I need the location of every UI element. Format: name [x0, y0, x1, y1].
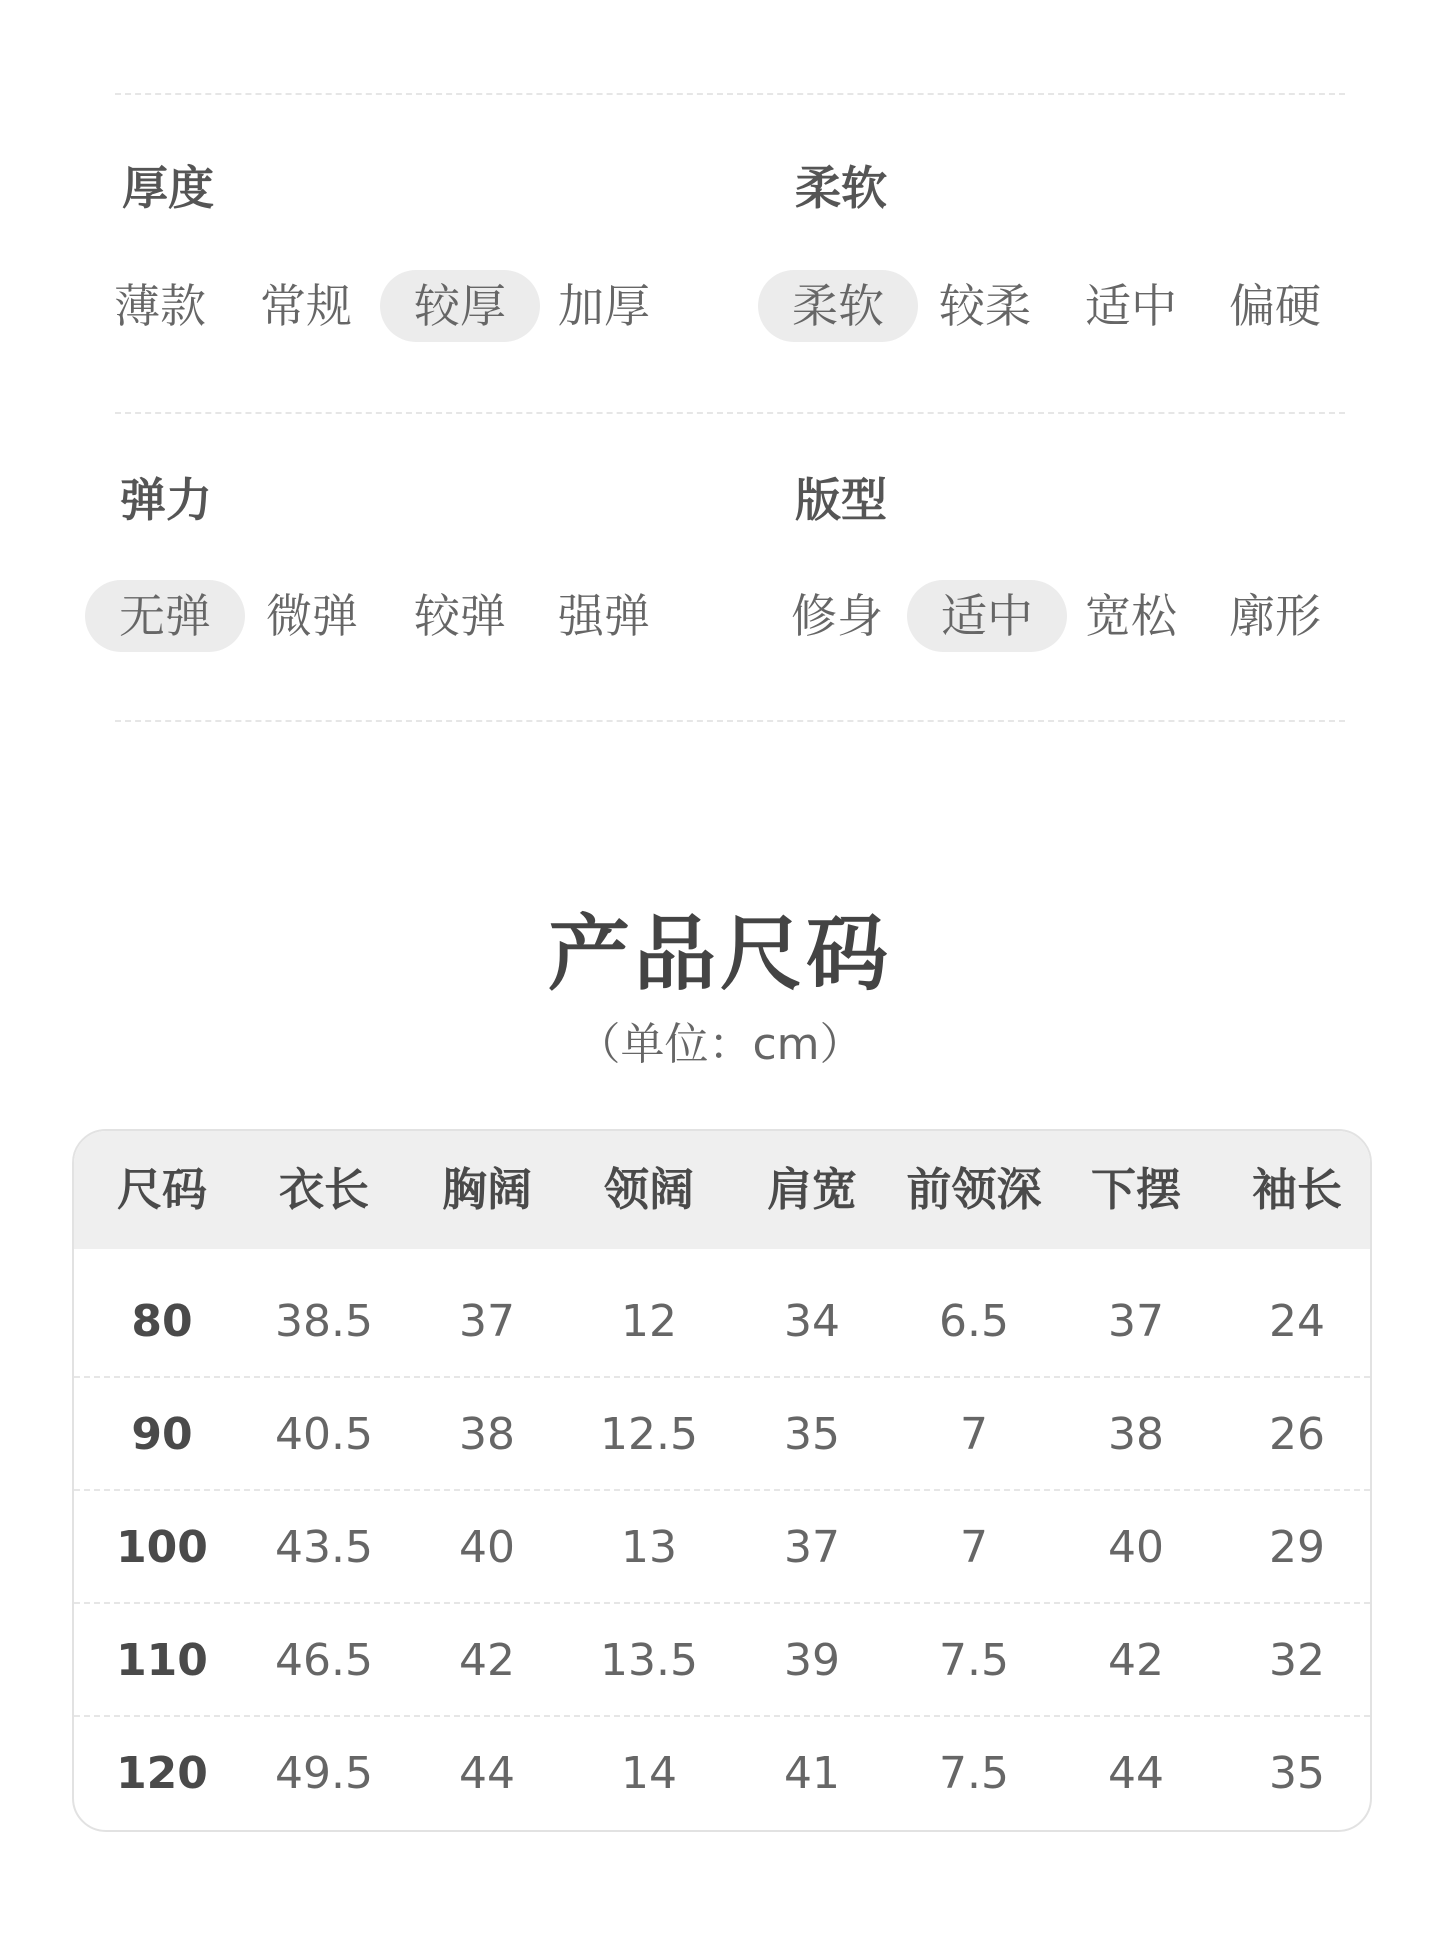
- value-cell: 49.5: [275, 1748, 373, 1799]
- header-cell: 肩宽: [766, 1163, 857, 1216]
- option-2[interactable]: 较弹: [414, 589, 506, 643]
- value-cell: 7.5: [939, 1635, 1009, 1686]
- value-cell: 29: [1269, 1522, 1325, 1573]
- size-cell: 120: [116, 1748, 208, 1799]
- size-cell: 110: [116, 1635, 208, 1686]
- value-cell: 13: [621, 1522, 677, 1573]
- table-row: [74, 1717, 1370, 1830]
- value-cell: 42: [1108, 1635, 1164, 1686]
- value-cell: 37: [1108, 1296, 1164, 1347]
- value-cell: 38: [459, 1409, 515, 1460]
- table-row: [74, 1604, 1370, 1717]
- value-cell: 12: [621, 1296, 677, 1347]
- option-0[interactable]: 修身: [791, 589, 883, 643]
- header-cell: 领阔: [603, 1163, 694, 1216]
- value-cell: 40: [459, 1522, 515, 1573]
- option-2[interactable]: 适中: [1085, 279, 1177, 333]
- table-header: [74, 1131, 1370, 1249]
- value-cell: 35: [784, 1409, 840, 1460]
- value-cell: 7: [960, 1522, 988, 1573]
- header-cell: 袖长: [1251, 1163, 1342, 1216]
- value-cell: 43.5: [275, 1522, 373, 1573]
- option-3[interactable]: 加厚: [558, 279, 650, 333]
- value-cell: 35: [1269, 1748, 1325, 1799]
- value-cell: 14: [621, 1748, 677, 1799]
- header-cell: 衣长: [278, 1163, 369, 1216]
- divider-top: [115, 93, 1345, 95]
- value-cell: 42: [459, 1635, 515, 1686]
- value-cell: 7: [960, 1409, 988, 1460]
- divider-bottom: [115, 720, 1345, 722]
- value-cell: 34: [784, 1296, 840, 1347]
- value-cell: 40: [1108, 1522, 1164, 1573]
- value-cell: 12.5: [600, 1409, 698, 1460]
- option-1[interactable]: 较柔: [939, 279, 1031, 333]
- attribute-title: 弹力: [120, 473, 212, 527]
- value-cell: 37: [459, 1296, 515, 1347]
- value-cell: 39: [784, 1635, 840, 1686]
- size-cell: 100: [116, 1522, 208, 1573]
- size-chart-title: 产品尺码: [547, 907, 892, 1002]
- value-cell: 40.5: [275, 1409, 373, 1460]
- value-cell: 26: [1269, 1409, 1325, 1460]
- option-3[interactable]: 廓形: [1229, 589, 1321, 643]
- attribute-title: 厚度: [122, 161, 214, 215]
- table-row: [74, 1265, 1370, 1378]
- option-2-selected[interactable]: 较厚: [380, 270, 540, 342]
- option-3[interactable]: 强弹: [558, 589, 650, 643]
- value-cell: 38: [1108, 1409, 1164, 1460]
- attribute-title: 版型: [795, 473, 887, 527]
- option-1[interactable]: 微弹: [266, 589, 358, 643]
- value-cell: 13.5: [600, 1635, 698, 1686]
- divider-middle: [115, 412, 1345, 414]
- option-0-selected[interactable]: 柔软: [758, 270, 918, 342]
- option-0[interactable]: 薄款: [114, 279, 206, 333]
- value-cell: 38.5: [275, 1296, 373, 1347]
- header-cell: 尺码: [116, 1163, 207, 1216]
- option-2[interactable]: 宽松: [1085, 589, 1177, 643]
- value-cell: 24: [1269, 1296, 1325, 1347]
- header-cell: 下摆: [1090, 1163, 1181, 1216]
- size-cell: 80: [131, 1296, 193, 1347]
- header-cell: 胸阔: [441, 1163, 532, 1216]
- value-cell: 44: [1108, 1748, 1164, 1799]
- size-table: [72, 1129, 1372, 1832]
- attribute-title: 柔软: [795, 161, 887, 215]
- size-cell: 90: [131, 1409, 193, 1460]
- value-cell: 7.5: [939, 1748, 1009, 1799]
- value-cell: 41: [784, 1748, 840, 1799]
- value-cell: 44: [459, 1748, 515, 1799]
- option-1-selected[interactable]: 适中: [907, 580, 1067, 652]
- option-0-selected[interactable]: 无弹: [85, 580, 245, 652]
- value-cell: 6.5: [939, 1296, 1009, 1347]
- option-3[interactable]: 偏硬: [1229, 279, 1321, 333]
- option-1[interactable]: 常规: [260, 279, 352, 333]
- value-cell: 46.5: [275, 1635, 373, 1686]
- table-row: [74, 1378, 1370, 1491]
- value-cell: 32: [1269, 1635, 1325, 1686]
- value-cell: 37: [784, 1522, 840, 1573]
- header-cell: 前领深: [906, 1163, 1042, 1216]
- size-chart-unit: （单位：cm）: [576, 1019, 864, 1070]
- table-row: [74, 1491, 1370, 1604]
